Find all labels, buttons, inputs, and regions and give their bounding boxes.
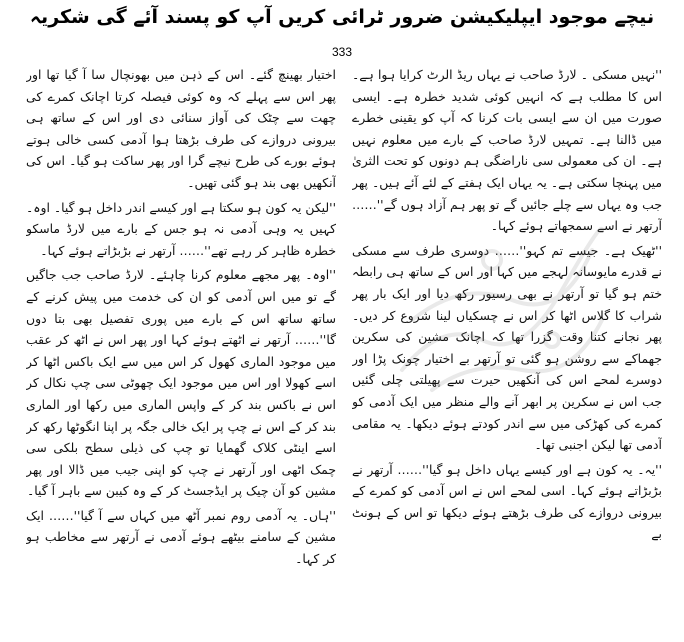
paragraph: ''لیکن یہ کون ہو سکتا ہے اور کیسے اندر داخل ہو گیا۔ اوہ۔ کہیں یہ وہی آدمی نہ ہو جس کے بارے میں لارڈ ماسکو خطرہ ظاہر کر رہے تھے''…… آرتھر نے بڑبڑاتے ہوئے کہا۔: [26, 199, 336, 258]
page-title: نیچے موجود ایپلیکیشن ضرور ٹرائی کریں آپ کو پسند آئے گی شکریہ: [29, 6, 655, 28]
left-text-column: [26, 64, 336, 632]
paragraph: ''یہ۔ یہ کون ہے اور کیسے یہاں داخل ہو گیا''…… آرتھر نے بڑبڑاتے ہوئے کہا۔ اسی لمحے اس نے اس آدمی کو کمرے کے بیرونی دروازے کی طرف بڑھتے ہوئے دیکھا تو اس کے ہونٹ بے: [352, 461, 662, 542]
right-text-column: [352, 64, 662, 632]
paragraph: ''اوہ۔ پھر مجھے معلوم کرنا چاہئے۔ لارڈ صاحب جب جاگیں گے تو میں اس آدمی کو ان کی خدمت میں پیش کرنے کے ساتھ ساتھ اس کے بارے میں پوری تفصیل بھی بتا دوں گا''…… آرتھر نے اٹھتے ہوئے کہا اور پھر اس نے اٹھ کر عقب میں موجود الماری کھول کر اس میں سے ایک باکس اٹھا کر اسے کھولا اور اس میں موجود ایک چھوٹی سی چپ نکال کر اس نے باکس بند کر کے واپس الماری میں رکھا اور الماری بند کر کے اس نے چپ پر ایک خالی جگہ پر اپنا انگوٹھا رکھ کر اسے اینٹی کلاک گھمایا تو چپ کی ذیلی سطح بلکی سی چمک اٹھی اور آرتھر نے چپ کو اپنی جیب میں ڈالا اور پھر مشین کو آن چیک پر ایڈجسٹ کر کے وہ کیبن سے باہر آ گیا۔: [26, 267, 336, 499]
paragraph: ''نہیں مسکی ۔ لارڈ صاحب نے یہاں ریڈ الرٹ کرایا ہوا ہے۔ اس کا مطلب ہے کہ انہیں کوئی شدید خطرہ ہے۔ ایسی صورت میں ان سے ایسی بات کرنا کہ آپ کو یقینی خطرے میں ڈالنا ہے۔ تمہیں لارڈ صاحب کے بارے میں معلوم نہیں ہے۔ ان کی معمولی سی ناراضگی ہم دونوں کو تحت الثریٰ میں پہنچا سکتی ہے۔ یہ یہاں ایک ہفتے کے لئے آئے ہیں۔ پھر جب وہ یہاں سے چلے جائیں گے تو پھر ہم آزاد ہوں گے''…… آرتھر نے اسے سمجھاتے ہوئے کہا۔: [352, 67, 662, 234]
paragraph: اختیار بھینچ گئے۔ اس کے ذہن میں بھونچال سا آ گیا تھا اور پھر اس سے پہلے کہ وہ کوئی فیصلہ کرتا اچانک کمرے کی چھت سے چٹک کی آواز سنائی دی اور اس کے ساتھ ہی بیرونی دروازے کی طرف بڑھتا ہوا آدمی کسی خالی ہوتے ہوئے بورے کی طرح نیچے گرا اور پھر ساکت ہو گیا۔ اس کی آنکھیں بھی بند ہو گئی تھیں۔: [26, 67, 336, 190]
paragraph: ''ہاں۔ یہ آدمی روم نمبر آٹھ میں کہاں سے آ گیا''…… ایک مشین کے سامنے بیٹھے ہوئے آدمی نے آرتھر سے مخاطب ہو کر کہا۔: [26, 507, 336, 567]
page-header: [0, 2, 684, 32]
page-number: 333: [331, 45, 353, 59]
paragraph: ''ٹھیک ہے۔ جیسے تم کہو''…… دوسری طرف سے مسکی نے قدرے مایوسانہ لہجے میں کہا اور اس کے ساتھ ہی رابطہ ختم ہو گیا تو آرتھر نے بھی رسیور رکھ دیا اور ایک بار پھر شراب کا گلاس اٹھا کر اس نے چسکیاں لینا شروع کر دیں۔ پھر نجانے کتنا وقت گزرا تھا کہ اچانک مشین کی سکرین جھماکے سے روشن ہو گئی تو آرتھر بے اختیار چونک پڑا اور دوسرے لمحے اس کی آنکھیں حیرت سے پھیلتی چلی گئیں جب اس نے سکرین پر ابھر آنے والے منظر میں ایک آدمی کو کمرے کی کھڑکی میں سے اندر کودتے ہوئے دیکھا۔ یہ مقامی آدمی تھا لیکن اجنبی تھا۔: [352, 242, 662, 453]
